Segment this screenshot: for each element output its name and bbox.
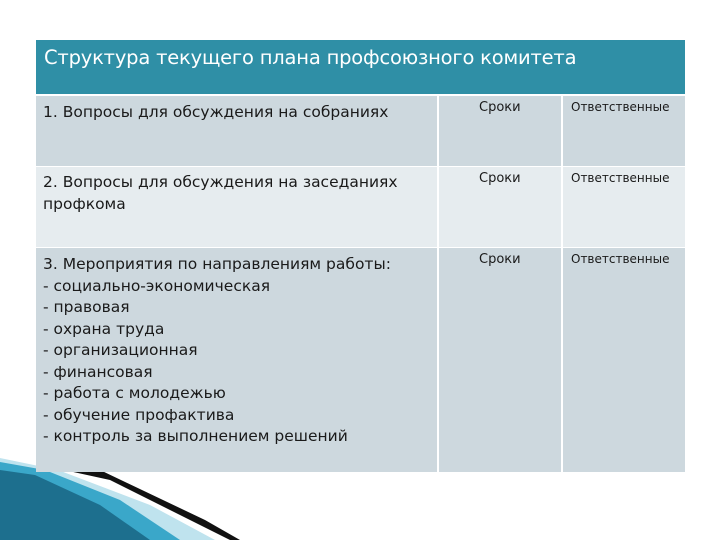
swoosh-mid bbox=[0, 462, 180, 540]
list-item: - охрана труда bbox=[43, 319, 165, 338]
row-responsible: Ответственные bbox=[571, 252, 670, 266]
table-title: Структура текущего плана профсоюзного комитета bbox=[44, 46, 577, 69]
row-responsible: Ответственные bbox=[571, 171, 670, 185]
row-title-line: 2. Вопросы для обсуждения на заседаниях bbox=[43, 173, 398, 191]
row-title-line: 1. Вопросы для обсуждения на собраниях bbox=[43, 103, 389, 121]
list-item: - обучение профактива bbox=[43, 405, 235, 424]
table-row bbox=[36, 248, 685, 472]
swoosh-dark bbox=[0, 470, 150, 540]
list-item: - организационная bbox=[43, 341, 198, 359]
row-title-line: профкома bbox=[43, 194, 126, 213]
table-row bbox=[36, 167, 685, 248]
list-item: - финансовая bbox=[43, 362, 153, 381]
row-title-line: 3. Мероприятия по направлениям работы: bbox=[43, 255, 391, 273]
table-header bbox=[36, 40, 685, 96]
row-deadline: Сроки bbox=[439, 96, 563, 166]
list-item: - социально-экономическая bbox=[43, 276, 271, 295]
row-deadline: Сроки bbox=[439, 167, 563, 247]
row-responsible: Ответственные bbox=[571, 100, 670, 114]
row-title bbox=[36, 167, 439, 247]
list-item: - правовая bbox=[43, 298, 130, 316]
row-deadline: Сроки bbox=[439, 248, 563, 472]
table-row bbox=[36, 96, 685, 167]
list-item: - контроль за выполнением решений bbox=[43, 427, 348, 445]
row-title bbox=[36, 96, 439, 166]
row-title bbox=[36, 248, 439, 472]
plan-table bbox=[36, 40, 685, 472]
list-item: - работа с молодежью bbox=[43, 384, 226, 402]
